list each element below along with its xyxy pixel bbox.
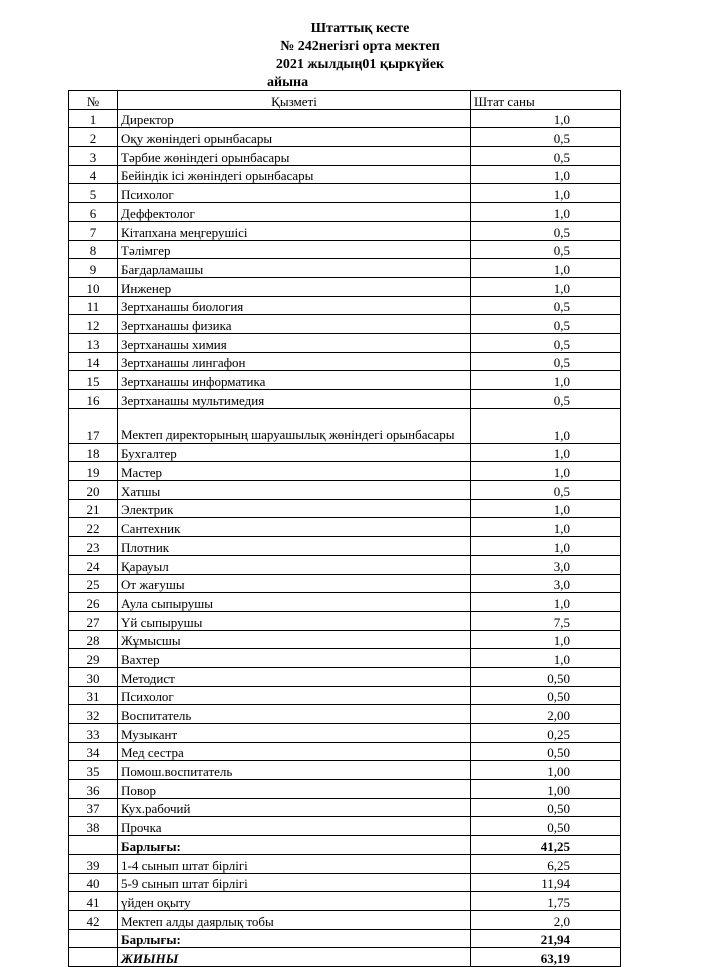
row-number: 29 <box>69 649 118 668</box>
row-count: 1,0 <box>471 537 621 556</box>
row-position: Бағдарламашы <box>118 259 471 278</box>
row-position: Электрик <box>118 499 471 518</box>
table-row <box>69 165 621 184</box>
row-number: 27 <box>69 611 118 630</box>
subtotal-1-label: Барлығы: <box>118 836 471 855</box>
table-header-row <box>69 91 621 110</box>
row-position: Помош.воспитатель <box>118 761 471 780</box>
row-number: 26 <box>69 593 118 612</box>
table-row <box>69 277 621 296</box>
row-count: 0,5 <box>471 315 621 334</box>
row-count: 3,0 <box>471 555 621 574</box>
row-count: 0,50 <box>471 798 621 817</box>
row-number: 6 <box>69 203 118 222</box>
row-position: От жағушы <box>118 574 471 593</box>
row-count: 0,5 <box>471 240 621 259</box>
subtotal-row-1 <box>69 836 621 855</box>
table-row <box>69 742 621 761</box>
row-count: 1,0 <box>471 649 621 668</box>
row-number: 32 <box>69 705 118 724</box>
subtotal-row-2 <box>69 929 621 948</box>
row-count: 1,0 <box>471 630 621 649</box>
row-number: 16 <box>69 390 118 409</box>
document-title <box>0 20 720 92</box>
row-number: 10 <box>69 277 118 296</box>
row-count: 7,5 <box>471 611 621 630</box>
row-count: 11,94 <box>471 873 621 892</box>
total-label: ЖИЫНЫ <box>118 948 471 967</box>
row-count: 0,5 <box>471 147 621 166</box>
row-number: 22 <box>69 518 118 537</box>
row-number: 33 <box>69 724 118 743</box>
row-position: 1-4 сынып штат бірлігі <box>118 854 471 873</box>
row-number: 30 <box>69 667 118 686</box>
row-count: 3,0 <box>471 574 621 593</box>
row-count: 1,0 <box>471 184 621 203</box>
row-position: Кух.рабочий <box>118 798 471 817</box>
row-number: 39 <box>69 854 118 873</box>
subtotal-2-label: Барлығы: <box>118 929 471 948</box>
row-count: 1,00 <box>471 761 621 780</box>
row-position: Аула сыпырушы <box>118 593 471 612</box>
row-count: 1,0 <box>471 593 621 612</box>
total-count: 63,19 <box>471 948 621 967</box>
row-position: үйден оқыту <box>118 892 471 911</box>
row-position: Хатшы <box>118 481 471 500</box>
row-position: Прочка <box>118 817 471 836</box>
row-position: Бухгалтер <box>118 443 471 462</box>
table-row <box>69 705 621 724</box>
row-number: 20 <box>69 481 118 500</box>
row-position: Вахтер <box>118 649 471 668</box>
row-count: 1,0 <box>471 443 621 462</box>
row-count: 1,0 <box>471 499 621 518</box>
row-number: 35 <box>69 761 118 780</box>
table-row <box>69 817 621 836</box>
table-row <box>69 333 621 352</box>
empty-cell <box>69 929 118 948</box>
total-row <box>69 948 621 967</box>
title-line-4: айына <box>267 75 309 90</box>
table-row <box>69 667 621 686</box>
row-count: 0,50 <box>471 742 621 761</box>
row-position: Бейіндік ісі жөніндегі орынбасары <box>118 165 471 184</box>
row-count: 1,0 <box>471 203 621 222</box>
row-position: Кітапхана меңгерушісі <box>118 221 471 240</box>
table-row <box>69 854 621 873</box>
row-count: 1,0 <box>471 259 621 278</box>
table-row <box>69 240 621 259</box>
row-count: 1,0 <box>471 277 621 296</box>
row-position: Плотник <box>118 537 471 556</box>
row-count: 0,50 <box>471 686 621 705</box>
row-position: 5-9 сынып штат бірлігі <box>118 873 471 892</box>
row-position: Психолог <box>118 686 471 705</box>
title-line-1: Штаттық кесте <box>310 21 410 36</box>
row-count: 0,5 <box>471 128 621 147</box>
subtotal-1-count: 41,25 <box>471 836 621 855</box>
table-row <box>69 780 621 799</box>
row-number: 15 <box>69 371 118 390</box>
row-count: 0,5 <box>471 352 621 371</box>
row-position: Деффектолог <box>118 203 471 222</box>
row-position: Оқу жөніндегі орынбасары <box>118 128 471 147</box>
table-row <box>69 221 621 240</box>
row-number: 24 <box>69 555 118 574</box>
table-row <box>69 518 621 537</box>
table-row <box>69 724 621 743</box>
row-count: 0,5 <box>471 390 621 409</box>
table-row <box>69 611 621 630</box>
table-row <box>69 892 621 911</box>
table-row <box>69 109 621 128</box>
row-count: 2,0 <box>471 910 621 929</box>
row-number: 37 <box>69 798 118 817</box>
table-row <box>69 649 621 668</box>
title-line-3: 2021 жылдың01 қыркүйек <box>275 57 445 72</box>
empty-cell <box>69 836 118 855</box>
row-position: Зертханашы лингафон <box>118 352 471 371</box>
row-position: Зертханашы биология <box>118 296 471 315</box>
row-position: Қарауыл <box>118 555 471 574</box>
row-count: 1,00 <box>471 780 621 799</box>
table-row <box>69 352 621 371</box>
row-position: Методист <box>118 667 471 686</box>
row-position: Үй сыпырушы <box>118 611 471 630</box>
title-line-2: № 242негізгі орта мектеп <box>280 39 440 54</box>
row-number: 7 <box>69 221 118 240</box>
staff-table <box>68 90 621 967</box>
table-row <box>69 443 621 462</box>
table-row <box>69 686 621 705</box>
row-number: 9 <box>69 259 118 278</box>
table-row <box>69 462 621 481</box>
table-row <box>69 798 621 817</box>
row-number: 8 <box>69 240 118 259</box>
table-row <box>69 593 621 612</box>
row-position: Тәрбие жөніндегі орынбасары <box>118 147 471 166</box>
row-number: 19 <box>69 462 118 481</box>
row-number: 1 <box>69 109 118 128</box>
table-row <box>69 184 621 203</box>
row-count: 1,0 <box>471 165 621 184</box>
table-row <box>69 630 621 649</box>
row-count: 0,25 <box>471 724 621 743</box>
row-count: 6,25 <box>471 854 621 873</box>
row-position: Зертханашы химия <box>118 333 471 352</box>
table-row <box>69 390 621 409</box>
row-number: 11 <box>69 296 118 315</box>
table-row <box>69 555 621 574</box>
row-number: 25 <box>69 574 118 593</box>
table-row <box>69 537 621 556</box>
row-number: 28 <box>69 630 118 649</box>
table-row <box>69 371 621 390</box>
row-position: Жұмысшы <box>118 630 471 649</box>
header-count: Штат саны <box>471 91 621 110</box>
row-position: Директор <box>118 109 471 128</box>
table-row <box>69 761 621 780</box>
row-count: 1,75 <box>471 892 621 911</box>
row-count: 1,0 <box>471 518 621 537</box>
row-number: 36 <box>69 780 118 799</box>
row-position: Зертханашы физика <box>118 315 471 334</box>
row-number: 3 <box>69 147 118 166</box>
row-position: Музыкант <box>118 724 471 743</box>
row-number: 31 <box>69 686 118 705</box>
row-number: 17 <box>69 408 118 443</box>
row-number: 40 <box>69 873 118 892</box>
row-position: Сантехник <box>118 518 471 537</box>
row-position: Мастер <box>118 462 471 481</box>
row-count: 0,5 <box>471 333 621 352</box>
row-count: 1,0 <box>471 462 621 481</box>
row-position: Мектеп алды даярлық тобы <box>118 910 471 929</box>
row-number: 14 <box>69 352 118 371</box>
row-number: 34 <box>69 742 118 761</box>
row-position: Зертханашы информатика <box>118 371 471 390</box>
subtotal-2-count: 21,94 <box>471 929 621 948</box>
table-row <box>69 910 621 929</box>
table-row <box>69 147 621 166</box>
row-position: Инженер <box>118 277 471 296</box>
table-row <box>69 315 621 334</box>
row-number: 13 <box>69 333 118 352</box>
row-count: 1,0 <box>471 109 621 128</box>
table-row <box>69 203 621 222</box>
row-number: 5 <box>69 184 118 203</box>
table-row <box>69 499 621 518</box>
row-count: 0,50 <box>471 817 621 836</box>
row-count: 1,0 <box>471 371 621 390</box>
row-position: Повор <box>118 780 471 799</box>
row-number: 12 <box>69 315 118 334</box>
row-count: 0,5 <box>471 481 621 500</box>
table-row <box>69 574 621 593</box>
empty-cell <box>69 948 118 967</box>
row-position: Психолог <box>118 184 471 203</box>
row-number: 42 <box>69 910 118 929</box>
row-count: 0,5 <box>471 296 621 315</box>
row-position: Зертханашы мультимедия <box>118 390 471 409</box>
header-position: Қызметі <box>118 91 471 110</box>
row-position: Воспитатель <box>118 705 471 724</box>
row-number: 4 <box>69 165 118 184</box>
row-number: 18 <box>69 443 118 462</box>
row-count: 0,50 <box>471 667 621 686</box>
table-row <box>69 128 621 147</box>
row-number: 38 <box>69 817 118 836</box>
row-count: 1,0 <box>471 408 621 443</box>
row-number: 41 <box>69 892 118 911</box>
row-number: 23 <box>69 537 118 556</box>
table-row <box>69 296 621 315</box>
table-row <box>69 408 621 443</box>
row-position: Мед сестра <box>118 742 471 761</box>
row-position: Мектеп директорының шаруашылық жөніндегі орынбасары <box>118 408 471 443</box>
row-number: 21 <box>69 499 118 518</box>
row-count: 2,00 <box>471 705 621 724</box>
row-number: 2 <box>69 128 118 147</box>
row-position: Тәлімгер <box>118 240 471 259</box>
table-row <box>69 481 621 500</box>
table-row <box>69 873 621 892</box>
table-row <box>69 259 621 278</box>
header-no: № <box>69 91 118 110</box>
row-count: 0,5 <box>471 221 621 240</box>
